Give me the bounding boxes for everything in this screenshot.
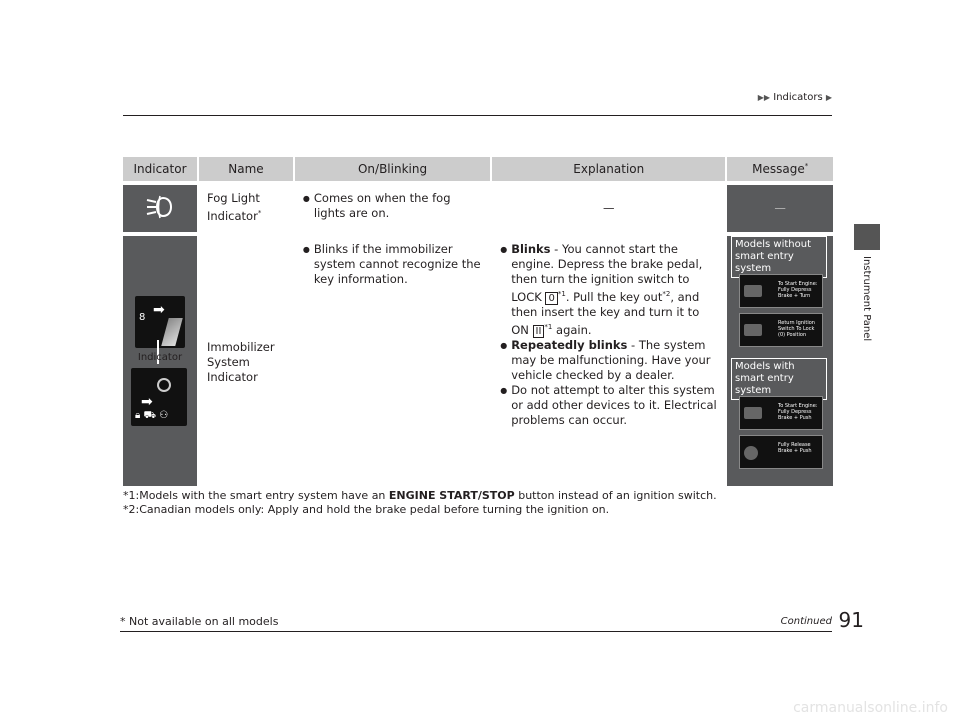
fog-light-icon-cell bbox=[123, 185, 199, 232]
breadcrumb-arrow-icon: ▶ bbox=[825, 93, 832, 102]
models-with-smart-entry-tag: Models with smart entry system bbox=[731, 358, 827, 400]
page-number: 91 bbox=[838, 608, 864, 632]
col-header-indicator: Indicator bbox=[123, 157, 199, 181]
footnote-1: *1:Models with the smart entry system have an ENGINE START/STOP button instead of an ignition switch. bbox=[123, 489, 717, 502]
row-explanation: ● Blinks - You cannot start the engine. Depress the brake pedal, then turn the ignition switch to LOCK 0 $^{*1}$. Pull the key out$^{*2}$, and then insert the key and turn it to ON II $^{*1}$ again. ● Repeatedly blinks - The system may be malfunctioning. Have your vehicle checked by a dealer. ● Do not attempt to alter this system or add other devices to it. Electrical problems can occur. bbox=[492, 236, 725, 432]
col-header-on-blinking: On/Blinking bbox=[295, 157, 492, 181]
message-display: Return Ignition Switch To Lock (0) Position bbox=[739, 313, 823, 347]
breadcrumb-arrow-icon: ▶▶ bbox=[757, 93, 771, 102]
row-on-text: ● Blinks if the immobilizer system cannot recognize the key information. bbox=[303, 242, 484, 287]
immobilizer-display-icon: ➡ 8 bbox=[135, 296, 185, 348]
brake-icon bbox=[744, 446, 758, 460]
header-rule bbox=[123, 115, 832, 116]
continued-label: Continued bbox=[780, 616, 832, 627]
col-header-message: Message* bbox=[727, 157, 833, 181]
indicator-label: Indicator bbox=[137, 352, 183, 363]
message-display: Fully Release Brake + Push bbox=[739, 435, 823, 469]
table-row: Fog Light Indicator* ● Comes on when the fog lights are on. — — bbox=[123, 185, 833, 232]
key-icon bbox=[744, 285, 762, 297]
models-without-smart-entry-tag: Models without smart entry system bbox=[731, 236, 827, 278]
brake-icon bbox=[744, 407, 762, 419]
table-row bbox=[123, 236, 833, 486]
footnote-2: *2:Canadian models only: Apply and hold the brake pedal before turning the ignition on. bbox=[123, 503, 610, 516]
row-name: Fog Light Indicator bbox=[207, 191, 260, 223]
watermark: carmanualsonline.info bbox=[793, 700, 948, 716]
immobilizer-key-icon: ➡ 🔒︎ ⛟ ⚇ bbox=[131, 368, 187, 426]
fog-light-icon bbox=[123, 185, 197, 229]
row-on-text: ● Comes on when the fog lights are on. bbox=[303, 191, 484, 221]
section-label: Instrument Panel bbox=[861, 256, 872, 342]
breadcrumb: ▶▶ Indicators ▶ bbox=[757, 92, 832, 103]
row-message: — bbox=[774, 201, 786, 215]
indicator-table bbox=[123, 157, 833, 486]
col-header-name: Name bbox=[199, 157, 295, 181]
immobilizer-icon-cell bbox=[123, 236, 199, 486]
not-available-note: * Not available on all models bbox=[120, 615, 279, 628]
message-display: To Start Engine: Fully Depress Brake + Turn bbox=[739, 274, 823, 308]
section-tab bbox=[854, 224, 880, 250]
key-icon bbox=[744, 324, 762, 336]
message-display: To Start Engine: Fully Depress Brake + Push bbox=[739, 396, 823, 430]
col-header-explanation: Explanation bbox=[492, 157, 727, 181]
row-explanation: — bbox=[603, 201, 615, 215]
footer-rule bbox=[120, 631, 832, 632]
row-name: Immobilizer System Indicator bbox=[207, 340, 275, 384]
